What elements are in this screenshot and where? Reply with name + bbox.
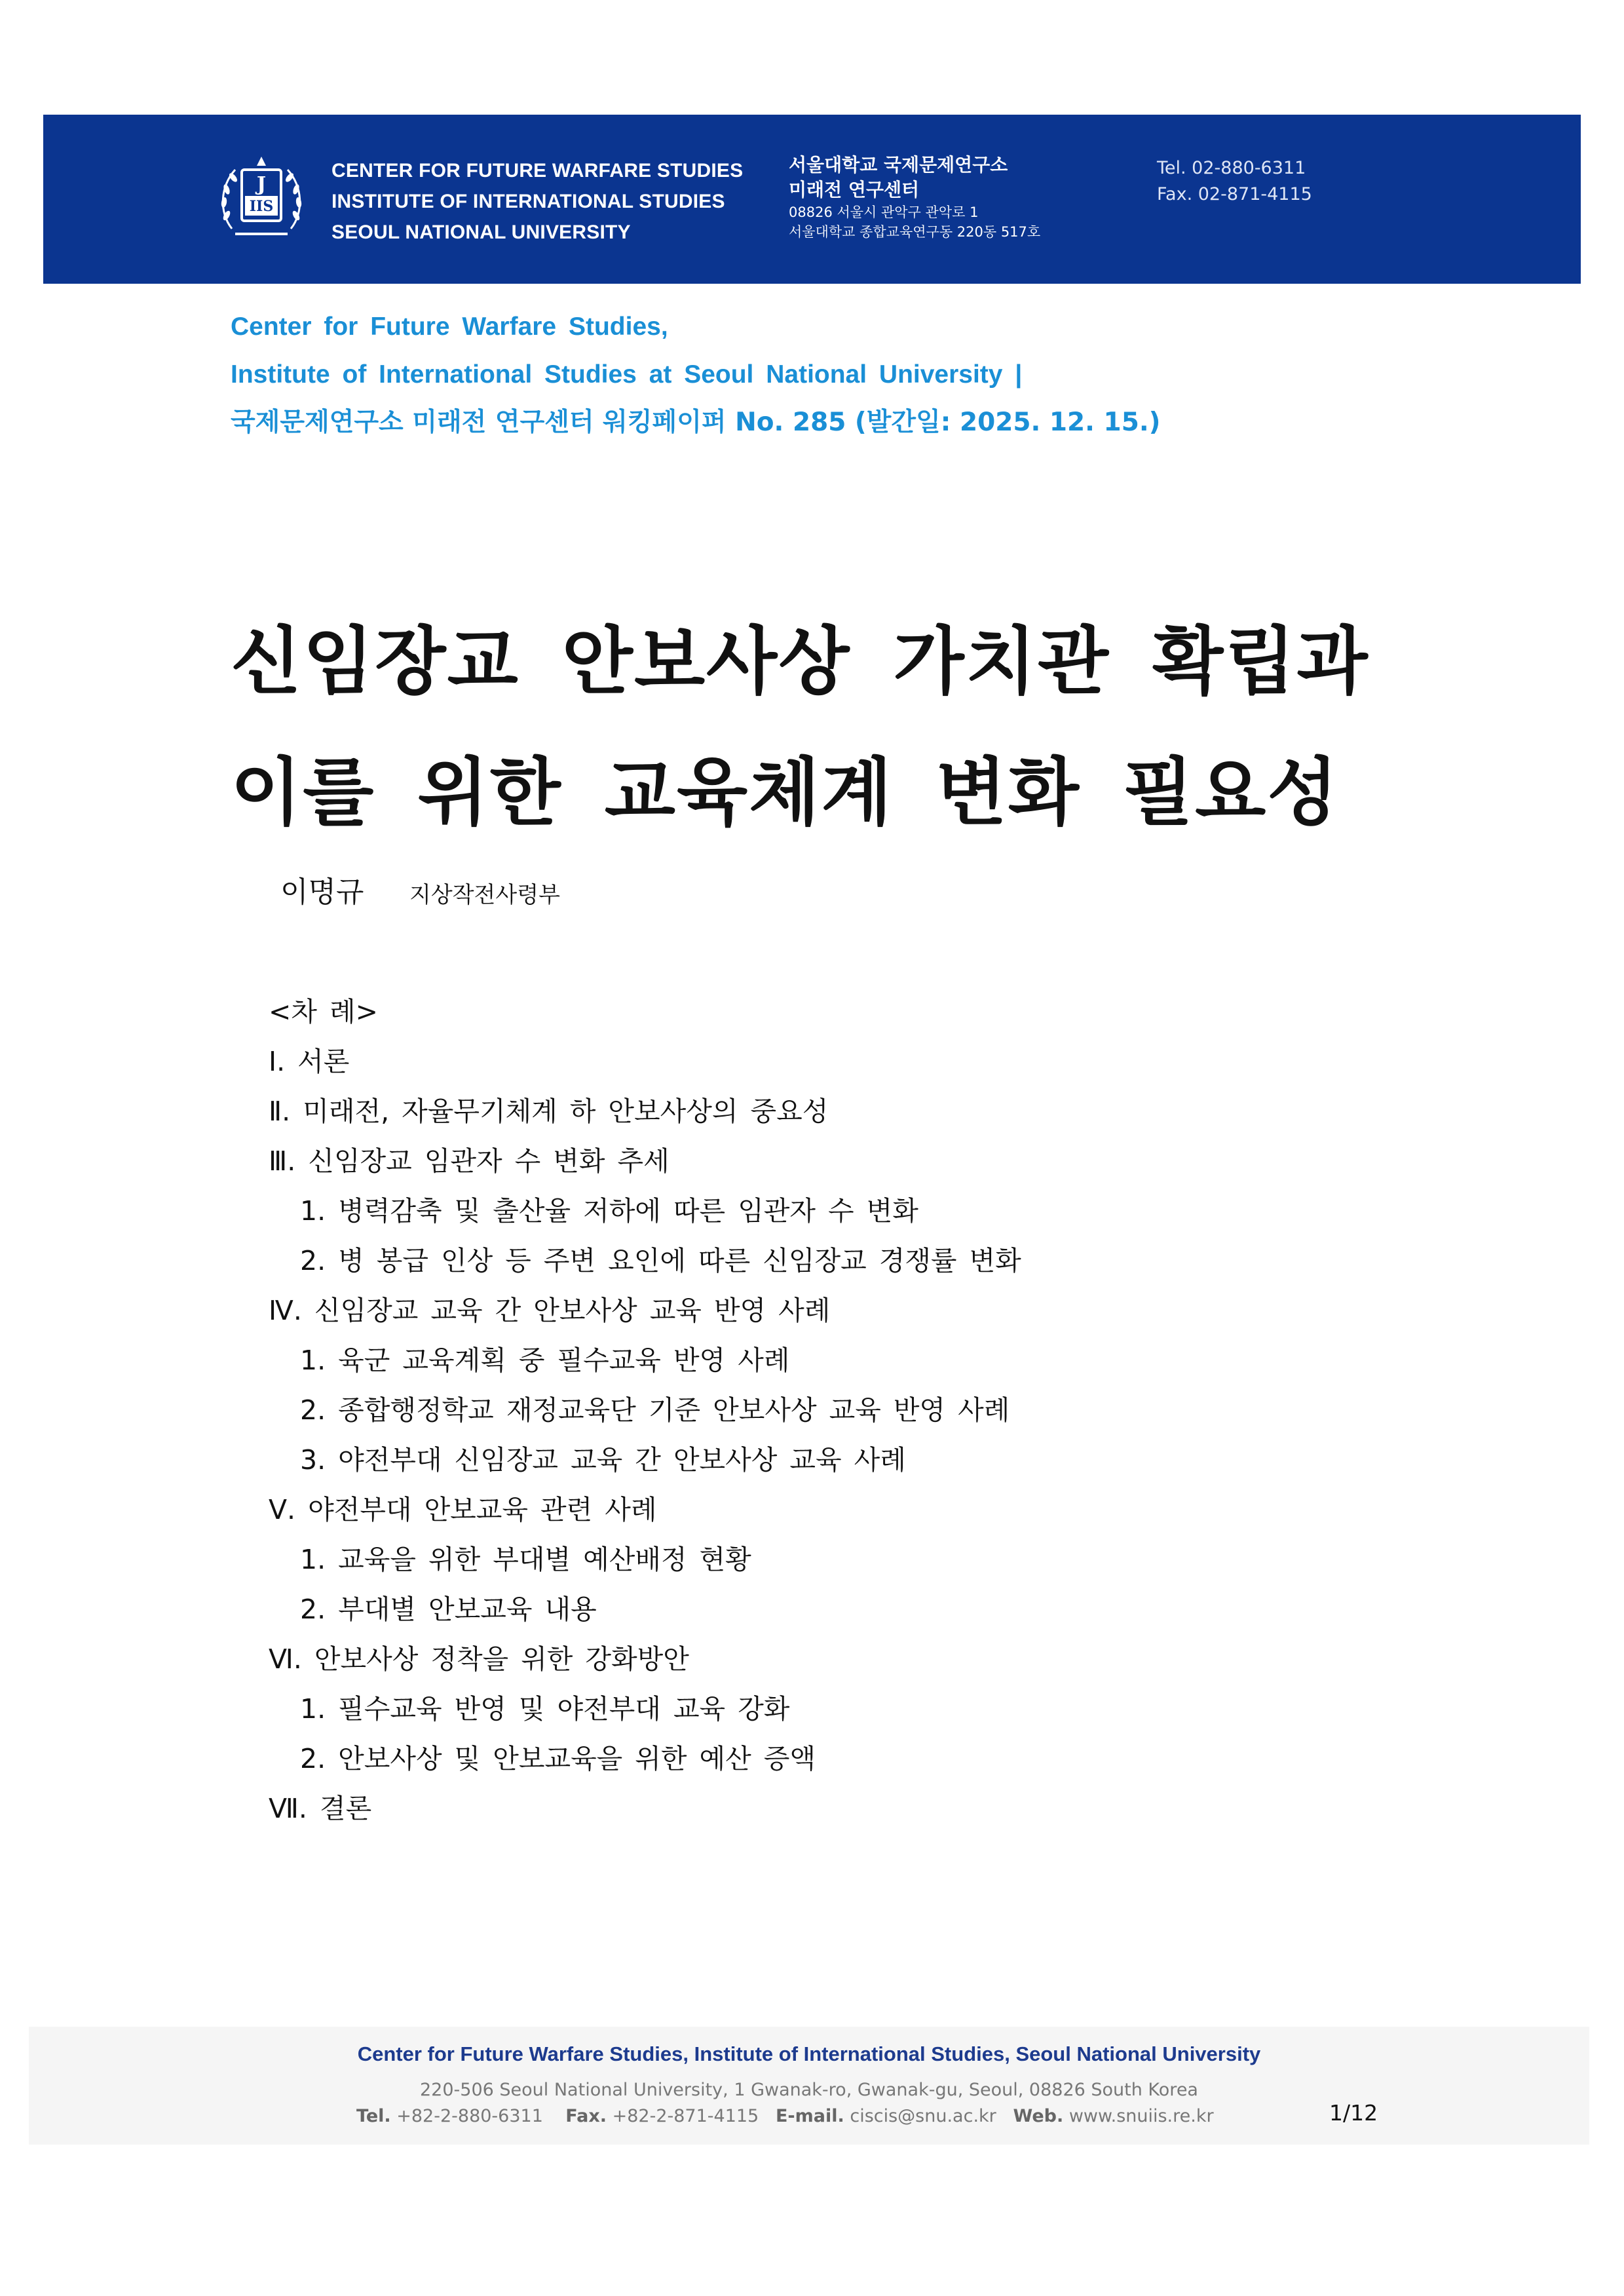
iis-seal-logo-icon xyxy=(212,150,311,248)
header-english-name xyxy=(331,155,743,248)
footer-web-label: Web. xyxy=(1013,2106,1064,2126)
header-address-line: 서울대학교 종합교육연구동 220동 517호 xyxy=(789,224,1041,240)
toc-subitem: 2. 종합행정학교 재정교육단 기준 안보사상 교육 반영 사례 xyxy=(300,1394,1010,1426)
svg-text:IIS: IIS xyxy=(249,198,274,215)
footer-web-link[interactable]: www.snuiis.re.kr xyxy=(1068,2106,1214,2126)
svg-text:J: J xyxy=(256,173,267,196)
title-line: 신임장교 안보사상 가치관 확립과 xyxy=(231,619,1369,704)
table-of-contents xyxy=(269,987,1021,1833)
toc-item: Ⅰ. 서론 xyxy=(269,1046,350,1077)
toc-subitem: 2. 안보사상 및 안보교육을 위한 예산 증액 xyxy=(300,1743,816,1774)
toc-item: Ⅳ. 신임장교 교육 간 안보사상 교육 반영 사례 xyxy=(269,1295,831,1326)
toc-subitem: 1. 교육을 위한 부대별 예산배정 현황 xyxy=(300,1544,751,1575)
toc-subitem: 1. 필수교육 반영 및 야전부대 교육 강화 xyxy=(300,1693,790,1725)
header-en-line: SEOUL NATIONAL UNIVERSITY xyxy=(331,221,631,243)
toc-subitem: 1. 육군 교육계획 중 필수교육 반영 사례 xyxy=(300,1345,790,1376)
header-en-line: INSTITUTE OF INTERNATIONAL STUDIES xyxy=(331,191,725,212)
header-korean-name xyxy=(789,153,1040,242)
toc-item: Ⅲ. 신임장교 임관자 수 변화 추세 xyxy=(269,1145,670,1177)
toc-item: Ⅵ. 안보사상 정착을 위한 강화방안 xyxy=(269,1643,689,1675)
page-footer xyxy=(29,2027,1589,2145)
toc-item: Ⅶ. 결론 xyxy=(269,1793,372,1824)
header-ko-line: 서울대학교 국제문제연구소 xyxy=(789,154,1008,176)
toc-subitem: 2. 부대별 안보교육 내용 xyxy=(300,1594,597,1625)
series-subhead xyxy=(231,303,1160,446)
header-tel: Tel. 02-880-6311 xyxy=(1157,158,1306,178)
toc-item: Ⅱ. 미래전, 자율무기체계 하 안보사상의 중요성 xyxy=(269,1096,829,1127)
subhead-line: Institute of International Studies at Seoul National University | xyxy=(231,360,1023,389)
footer-fax: +82-2-871-4115 xyxy=(612,2106,759,2126)
footer-fax-label: Fax. xyxy=(565,2106,607,2126)
page-number: 1/12 xyxy=(1329,2100,1378,2126)
header-banner xyxy=(43,115,1581,284)
toc-item: Ⅴ. 야전부대 안보교육 관련 사례 xyxy=(269,1494,657,1525)
header-contact xyxy=(1157,155,1312,208)
paper-title xyxy=(231,596,1369,858)
subhead-line: Center for Future Warfare Studies, xyxy=(231,313,668,341)
title-line: 이를 위한 교육체계 변화 필요성 xyxy=(231,750,1340,835)
toc-heading: <차 례> xyxy=(269,996,378,1027)
toc-subitem: 3. 야전부대 신임장교 교육 간 안보사상 교육 사례 xyxy=(300,1444,906,1476)
footer-tel-label: Tel. xyxy=(356,2106,391,2126)
subhead-line: 국제문제연구소 미래전 연구센터 워킹페이퍼 No. 285 (발간일: 2025. 12. 15.) xyxy=(231,408,1161,437)
footer-address: 220-506 Seoul National University, 1 Gwanak-ro, Gwanak-gu, Seoul, 08826 South Korea xyxy=(420,2080,1198,2100)
author-name: 이명규 xyxy=(280,875,364,909)
header-address-line: 08826 서울시 관악구 관악로 1 xyxy=(789,204,979,220)
footer-tel: +82-2-880-6311 xyxy=(396,2106,543,2126)
footer-email-label: E-mail. xyxy=(775,2106,844,2126)
header-en-line: CENTER FOR FUTURE WARFARE STUDIES xyxy=(331,160,744,182)
toc-subitem: 2. 병 봉급 인상 등 주변 요인에 따른 신임장교 경쟁률 변화 xyxy=(300,1245,1021,1276)
footer-email-link[interactable]: ciscis@snu.ac.kr xyxy=(850,2106,996,2126)
author-affiliation: 지상작전사령부 xyxy=(409,882,560,908)
footer-org: Center for Future Warfare Studies, Institute of International Studies, Seoul National University xyxy=(357,2042,1261,2065)
header-fax: Fax. 02-871-4115 xyxy=(1157,184,1312,204)
toc-subitem: 1. 병력감축 및 출산율 저하에 따른 임관자 수 변화 xyxy=(300,1195,918,1227)
footer-contacts xyxy=(356,2103,1214,2130)
header-ko-line: 미래전 연구센터 xyxy=(789,179,920,201)
